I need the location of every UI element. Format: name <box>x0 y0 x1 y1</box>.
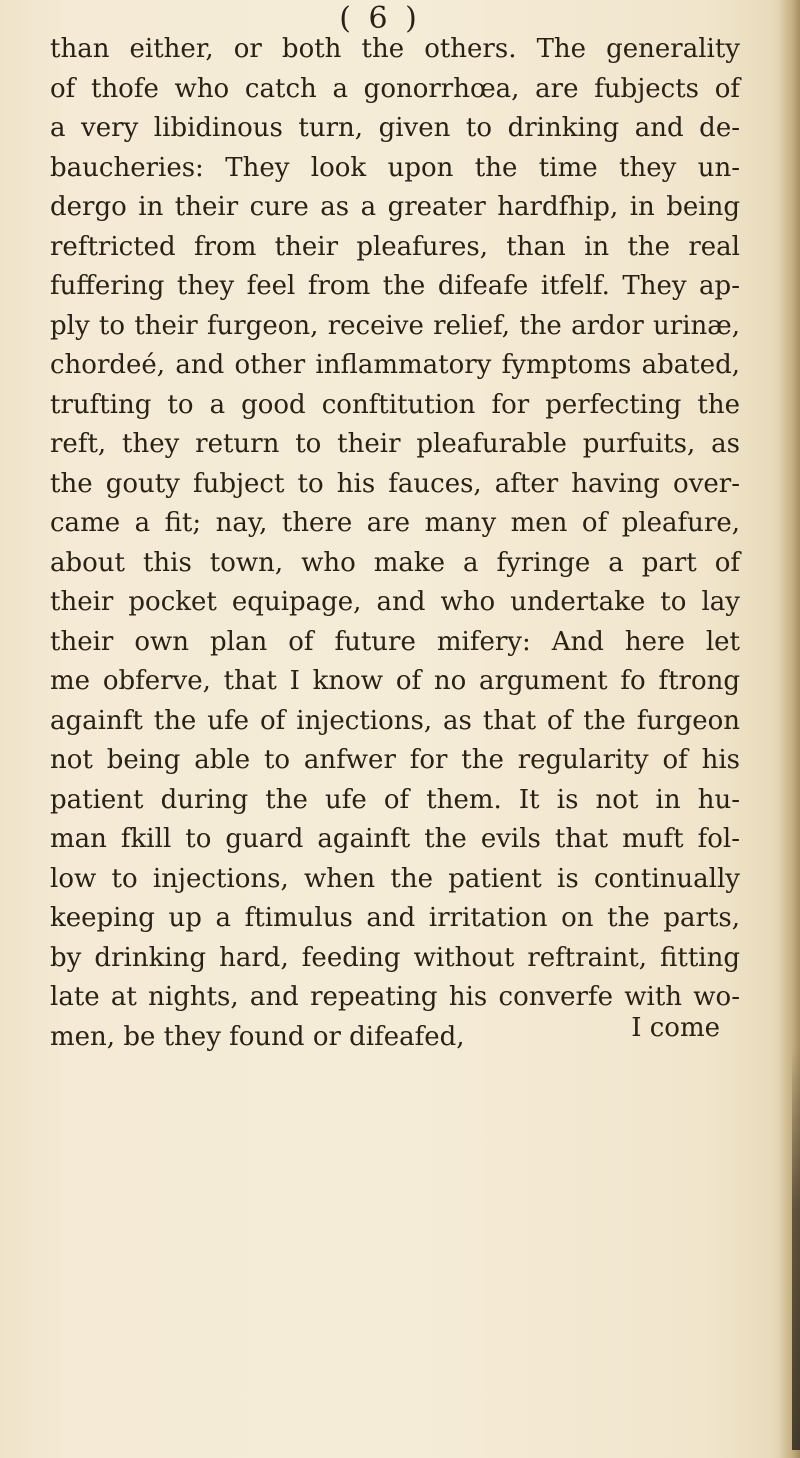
text-line: trufting to a good conftitution for perfecting the <box>50 389 740 420</box>
text-line: me obferve, that I know of no argument fo ftrong <box>50 666 740 696</box>
text-line: patient during the ufe of them. It is not in hu- <box>50 784 740 815</box>
text-line: men, be they found or difeafed, <box>50 1021 465 1052</box>
catchword: I come <box>631 1013 720 1043</box>
text-line: man fkill to guard againft the evils that muft fol- <box>50 824 740 854</box>
text-line: not being able to anfwer for the regularity of his <box>50 745 740 775</box>
text-line: the gouty fubject to his fauces, after having over- <box>50 468 740 499</box>
text-line: late at nights, and repeating his converfe with wo- <box>50 982 740 1012</box>
text-line: by drinking hard, feeding without reftraint, fitting <box>50 942 740 973</box>
text-line: their pocket equipage, and who undertake to lay <box>50 587 740 617</box>
text-line: about this town, who make a fyringe a part of <box>50 547 740 578</box>
text-line: keeping up a ftimulus and irritation on the parts, <box>50 903 740 933</box>
binding-edge-marks <box>792 1050 800 1450</box>
page-number: ( 6 ) <box>339 1 421 36</box>
text-line: ply to their furgeon, receive relief, the ardor urinæ, <box>50 310 740 341</box>
text-line: reft, they return to their pleafurable purfuits, as <box>50 429 740 459</box>
text-line: chordeé, and other inflammatory fymptoms abated, <box>50 350 740 380</box>
text-line: their own plan of future mifery: And here let <box>50 626 740 657</box>
text-line: low to injections, when the patient is continually <box>50 863 740 894</box>
text-line: baucheries: They look upon the time they un- <box>50 152 740 183</box>
text-line: againft the ufe of injections, as that of the furgeon <box>50 705 740 736</box>
text-line: of thofe who catch a gonorrhœa, are fubjects of <box>50 73 740 104</box>
text-line: came a fit; nay, there are many men of pleafure, <box>50 508 740 538</box>
body-text <box>50 30 740 1057</box>
text-line: reftricted from their pleafures, than in the real <box>50 231 740 262</box>
text-line: than either, or both the others. The generality <box>50 34 740 64</box>
text-line: fuffering they feel from the difeafe itfelf. They ap- <box>50 271 740 301</box>
text-line: a very libidinous turn, given to drinking and de- <box>50 113 740 143</box>
text-line: dergo in their cure as a greater hardfhip, in being <box>50 192 740 222</box>
